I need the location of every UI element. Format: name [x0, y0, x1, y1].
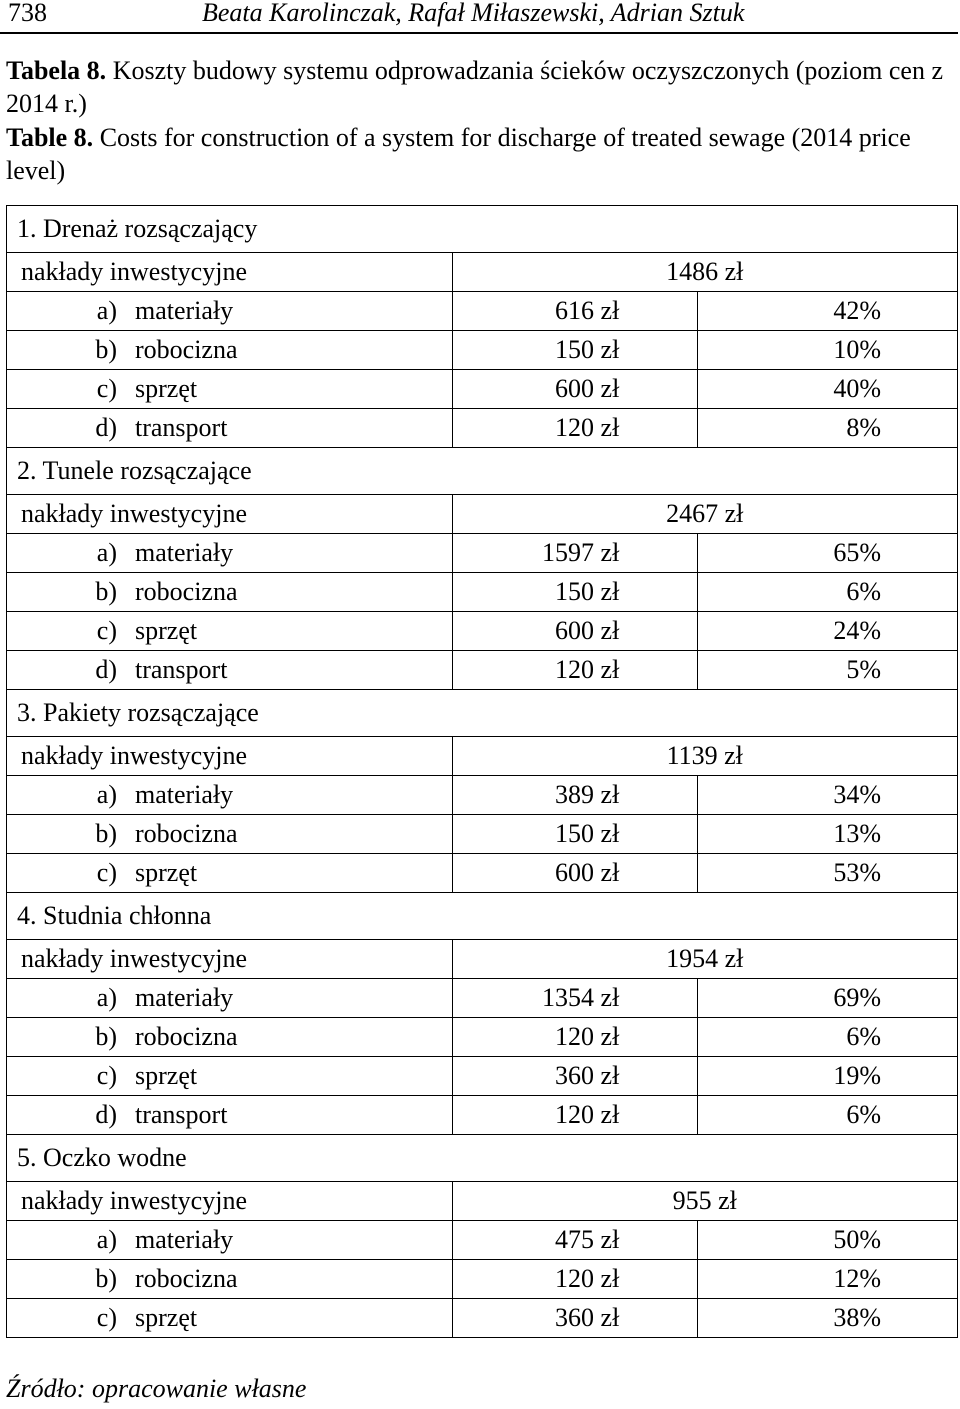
cost-item-letter: a) [96, 296, 117, 325]
investment-label: nakłady inwestycyjne [7, 1182, 453, 1221]
table-caption-polish-label: Tabela 8. [6, 56, 107, 85]
cost-item-share: 50% [698, 1221, 958, 1260]
cost-item-letter: c) [96, 858, 117, 887]
investment-total-row [7, 253, 958, 292]
cost-item-amount: 616 zł [452, 292, 698, 331]
cost-item-letter: a) [96, 538, 117, 567]
cost-item-label [7, 331, 453, 370]
cost-item-share: 6% [698, 573, 958, 612]
investment-label: nakłady inwestycyjne [7, 737, 453, 776]
cost-item-amount: 360 zł [452, 1057, 698, 1096]
cost-item-label [7, 776, 453, 815]
cost-item-row [7, 409, 958, 448]
section-title-row [7, 690, 958, 737]
cost-item-row [7, 1221, 958, 1260]
cost-item-name: materiały [135, 780, 234, 809]
section-title: 4. Studnia chłonna [7, 893, 958, 940]
section-title-row [7, 206, 958, 253]
costs-table [6, 205, 958, 1338]
section-title-row [7, 893, 958, 940]
cost-item-name: robocizna [135, 335, 238, 364]
table-caption-english-label: Table 8. [6, 123, 94, 152]
cost-item-share: 6% [698, 1096, 958, 1135]
investment-total: 1139 zł [452, 737, 957, 776]
cost-item-name: sprzęt [135, 1061, 198, 1090]
cost-item-amount: 600 zł [452, 370, 698, 409]
cost-item-name: sprzęt [135, 1303, 198, 1332]
cost-item-amount: 120 zł [452, 1018, 698, 1057]
section-title: 5. Oczko wodne [7, 1135, 958, 1182]
cost-item-label [7, 979, 453, 1018]
cost-item-name: sprzęt [135, 616, 198, 645]
cost-item-share: 10% [698, 331, 958, 370]
cost-item-amount: 120 zł [452, 651, 698, 690]
cost-item-letter: b) [95, 819, 117, 848]
cost-item-row [7, 776, 958, 815]
cost-item-amount: 475 zł [452, 1221, 698, 1260]
cost-item-name: transport [135, 413, 228, 442]
cost-item-letter: c) [96, 1061, 117, 1090]
investment-total: 1486 zł [452, 253, 957, 292]
cost-item-name: materiały [135, 296, 234, 325]
cost-item-letter: b) [95, 335, 117, 364]
cost-item-amount: 600 zł [452, 612, 698, 651]
cost-item-label [7, 651, 453, 690]
section-title-row [7, 448, 958, 495]
cost-item-share: 5% [698, 651, 958, 690]
cost-item-name: robocizna [135, 819, 238, 848]
cost-item-letter: b) [95, 1264, 117, 1293]
section-title: 1. Drenaż rozsączający [7, 206, 958, 253]
cost-item-share: 24% [698, 612, 958, 651]
table-caption-english-text: Costs for construction of a system for discharge of treated sewage (2014 price level) [6, 123, 911, 185]
cost-item-row [7, 292, 958, 331]
cost-item-row [7, 1057, 958, 1096]
cost-item-row [7, 1096, 958, 1135]
investment-total-row [7, 1182, 958, 1221]
cost-item-name: sprzęt [135, 374, 198, 403]
cost-item-label [7, 370, 453, 409]
cost-item-share: 38% [698, 1299, 958, 1338]
section-title: 3. Pakiety rozsączające [7, 690, 958, 737]
cost-item-share: 40% [698, 370, 958, 409]
section-title-row [7, 1135, 958, 1182]
cost-item-label [7, 534, 453, 573]
source-note: Źródło: opracowanie własne [6, 1374, 307, 1403]
cost-item-share: 13% [698, 815, 958, 854]
cost-item-amount: 150 zł [452, 573, 698, 612]
cost-item-label [7, 409, 453, 448]
cost-item-name: transport [135, 1100, 228, 1129]
cost-item-share: 53% [698, 854, 958, 893]
table-caption-polish [6, 54, 946, 120]
cost-item-letter: c) [96, 374, 117, 403]
cost-item-name: robocizna [135, 1264, 238, 1293]
investment-label: nakłady inwestycyjne [7, 940, 453, 979]
cost-item-letter: a) [96, 1225, 117, 1254]
cost-item-share: 42% [698, 292, 958, 331]
cost-item-label [7, 854, 453, 893]
cost-item-row [7, 534, 958, 573]
cost-item-letter: b) [95, 1022, 117, 1051]
cost-item-share: 19% [698, 1057, 958, 1096]
cost-item-amount: 150 zł [452, 331, 698, 370]
cost-item-row [7, 370, 958, 409]
cost-item-label [7, 292, 453, 331]
investment-total: 1954 zł [452, 940, 957, 979]
running-authors: Beata Karolinczak, Rafał Miłaszewski, Adrian Sztuk [202, 0, 745, 27]
cost-item-row [7, 1299, 958, 1338]
costs-table-body [7, 206, 958, 1338]
cost-item-letter: c) [96, 616, 117, 645]
table-caption-polish-text: Koszty budowy systemu odprowadzania ścieków oczyszczonych (poziom cen z 2014 r.) [6, 56, 943, 118]
page-number: 738 [8, 0, 47, 27]
cost-item-label [7, 573, 453, 612]
cost-item-amount: 120 zł [452, 1096, 698, 1135]
cost-item-share: 34% [698, 776, 958, 815]
investment-label: nakłady inwestycyjne [7, 253, 453, 292]
cost-item-letter: a) [96, 780, 117, 809]
table-caption-english [6, 121, 946, 187]
cost-item-letter: d) [95, 1100, 117, 1129]
investment-total: 2467 zł [452, 495, 957, 534]
cost-item-label [7, 1221, 453, 1260]
cost-item-amount: 120 zł [452, 409, 698, 448]
investment-label: nakłady inwestycyjne [7, 495, 453, 534]
cost-item-row [7, 854, 958, 893]
cost-item-name: materiały [135, 983, 234, 1012]
cost-item-name: materiały [135, 538, 234, 567]
cost-item-amount: 120 zł [452, 1260, 698, 1299]
cost-item-amount: 1597 zł [452, 534, 698, 573]
cost-item-amount: 600 zł [452, 854, 698, 893]
cost-item-name: sprzęt [135, 858, 198, 887]
investment-total-row [7, 737, 958, 776]
cost-item-share: 69% [698, 979, 958, 1018]
section-title: 2. Tunele rozsączające [7, 448, 958, 495]
running-header [0, 0, 958, 34]
cost-item-row [7, 573, 958, 612]
cost-item-amount: 389 zł [452, 776, 698, 815]
cost-item-letter: c) [96, 1303, 117, 1332]
cost-item-amount: 150 zł [452, 815, 698, 854]
cost-item-name: transport [135, 655, 228, 684]
cost-item-letter: a) [96, 983, 117, 1012]
cost-item-share: 65% [698, 534, 958, 573]
cost-item-row [7, 815, 958, 854]
cost-item-letter: d) [95, 413, 117, 442]
cost-item-row [7, 1018, 958, 1057]
cost-item-row [7, 651, 958, 690]
investment-total-row [7, 495, 958, 534]
cost-item-label [7, 1018, 453, 1057]
cost-item-amount: 360 zł [452, 1299, 698, 1338]
cost-item-label [7, 1057, 453, 1096]
cost-item-share: 12% [698, 1260, 958, 1299]
cost-item-row [7, 331, 958, 370]
cost-item-label [7, 1096, 453, 1135]
investment-total-row [7, 940, 958, 979]
cost-item-row [7, 979, 958, 1018]
cost-item-letter: d) [95, 655, 117, 684]
cost-item-label [7, 1260, 453, 1299]
cost-item-letter: b) [95, 577, 117, 606]
cost-item-name: robocizna [135, 1022, 238, 1051]
cost-item-amount: 1354 zł [452, 979, 698, 1018]
cost-item-row [7, 1260, 958, 1299]
cost-item-label [7, 815, 453, 854]
cost-item-name: materiały [135, 1225, 234, 1254]
cost-item-label [7, 1299, 453, 1338]
cost-item-name: robocizna [135, 577, 238, 606]
cost-item-share: 6% [698, 1018, 958, 1057]
investment-total: 955 zł [452, 1182, 957, 1221]
cost-item-share: 8% [698, 409, 958, 448]
cost-item-label [7, 612, 453, 651]
cost-item-row [7, 612, 958, 651]
